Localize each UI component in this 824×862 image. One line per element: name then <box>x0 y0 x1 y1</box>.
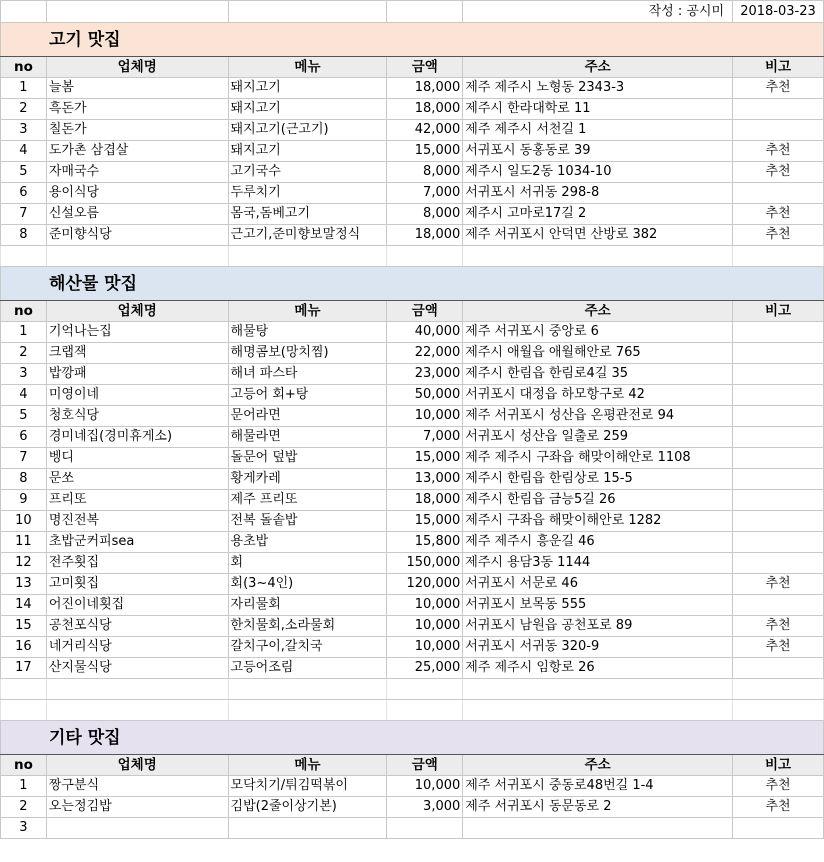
cell-note[interactable]: 추천 <box>733 78 824 99</box>
column-header-address[interactable]: 주소 <box>463 301 733 322</box>
cell-note[interactable] <box>733 99 824 120</box>
cell-name[interactable]: 늘봄 <box>46 78 228 99</box>
cell-note[interactable]: 추천 <box>733 204 824 225</box>
cell-no[interactable]: 4 <box>1 385 47 406</box>
section-header <box>1 267 824 301</box>
empty-cell[interactable] <box>733 246 824 267</box>
empty-cell[interactable] <box>228 679 387 700</box>
table-row <box>1 490 824 511</box>
table-row <box>1 595 824 616</box>
table-row <box>1 532 824 553</box>
cell-no[interactable]: 6 <box>1 183 47 204</box>
cell-address[interactable]: 서귀포시 대정읍 하모항구로 42 <box>463 385 733 406</box>
cell-price[interactable]: 10,000 <box>387 616 463 637</box>
column-header-row <box>1 755 824 776</box>
table-row <box>1 322 824 343</box>
cell-price[interactable]: 15,000 <box>387 141 463 162</box>
cell-note[interactable]: 추천 <box>733 141 824 162</box>
cell-address[interactable]: 서귀포시 서귀동 298-8 <box>463 183 733 204</box>
empty-cell[interactable] <box>463 700 733 721</box>
empty-cell[interactable] <box>46 679 228 700</box>
cell-name[interactable]: 도가촌 삼겹살 <box>46 141 228 162</box>
empty-cell[interactable] <box>228 700 387 721</box>
cell-menu[interactable]: 모닥치기/튀김떡볶이 <box>228 776 387 797</box>
cell-name[interactable]: 명진전복 <box>46 511 228 532</box>
column-header-no[interactable]: no <box>1 301 47 322</box>
cell-name[interactable]: 경미네집(경미휴게소) <box>46 427 228 448</box>
cell-address[interactable]: 서귀포시 보목동 555 <box>463 595 733 616</box>
cell-price[interactable]: 7,000 <box>387 183 463 204</box>
cell-no[interactable]: 3 <box>1 364 47 385</box>
empty-cell[interactable] <box>46 246 228 267</box>
empty-cell[interactable] <box>387 246 463 267</box>
cell-address[interactable]: 제주 서귀포시 중동로48번길 1-4 <box>463 776 733 797</box>
cell-price[interactable] <box>387 818 463 839</box>
cell-no[interactable]: 2 <box>1 343 47 364</box>
table-row <box>1 658 824 679</box>
cell-note[interactable]: 추천 <box>733 574 824 595</box>
cell-price[interactable]: 18,000 <box>387 490 463 511</box>
cell-name[interactable]: 칠돈가 <box>46 120 228 141</box>
cell-note[interactable] <box>733 553 824 574</box>
cell-name[interactable]: 어진이네횟집 <box>46 595 228 616</box>
cell-address[interactable]: 제주 제주시 구좌읍 해맞이해안로 1108 <box>463 448 733 469</box>
cell-price[interactable]: 10,000 <box>387 637 463 658</box>
cell-price[interactable]: 15,800 <box>387 532 463 553</box>
section-title[interactable]: 고기 맛집 <box>1 23 824 57</box>
table-row <box>1 776 824 797</box>
cell-menu[interactable]: 고기국수 <box>228 162 387 183</box>
empty-row <box>1 246 824 267</box>
cell-no[interactable]: 5 <box>1 162 47 183</box>
column-header-price[interactable]: 금액 <box>387 57 463 78</box>
cell-name[interactable]: 준미향식당 <box>46 225 228 246</box>
cell-address[interactable]: 제주 서귀포시 중앙로 6 <box>463 322 733 343</box>
table-row <box>1 818 824 839</box>
cell-name[interactable]: 전주횟집 <box>46 553 228 574</box>
column-header-note[interactable]: 비고 <box>733 301 824 322</box>
cell-note[interactable] <box>733 595 824 616</box>
cell-note[interactable] <box>733 343 824 364</box>
cell-price[interactable]: 3,000 <box>387 797 463 818</box>
cell-price[interactable]: 13,000 <box>387 469 463 490</box>
cell-address[interactable]: 제주시 한림읍 금능5길 26 <box>463 490 733 511</box>
cell-name[interactable]: 신설오름 <box>46 204 228 225</box>
cell-address[interactable]: 서귀포시 동홍동로 39 <box>463 141 733 162</box>
empty-cell[interactable] <box>1 246 47 267</box>
cell-price[interactable]: 18,000 <box>387 99 463 120</box>
cell-name[interactable]: 청호식당 <box>46 406 228 427</box>
cell-address[interactable]: 제주 서귀포시 안덕면 산방로 382 <box>463 225 733 246</box>
cell-address[interactable]: 제주 제주시 흥운길 46 <box>463 532 733 553</box>
cell-menu[interactable]: 고등어조림 <box>228 658 387 679</box>
cell-note[interactable] <box>733 385 824 406</box>
cell-menu[interactable] <box>228 818 387 839</box>
cell-note[interactable] <box>733 469 824 490</box>
column-header-name[interactable]: 업체명 <box>46 755 228 776</box>
cell-price[interactable]: 150,000 <box>387 553 463 574</box>
empty-row <box>1 700 824 721</box>
cell-menu[interactable]: 문어라면 <box>228 406 387 427</box>
table-row <box>1 141 824 162</box>
column-header-row <box>1 57 824 78</box>
cell-note[interactable]: 추천 <box>733 797 824 818</box>
table-row <box>1 78 824 99</box>
empty-cell[interactable] <box>1 679 47 700</box>
cell-no[interactable]: 10 <box>1 511 47 532</box>
cell-no[interactable]: 12 <box>1 553 47 574</box>
table-row <box>1 162 824 183</box>
column-header-address[interactable]: 주소 <box>463 57 733 78</box>
cell-menu[interactable]: 자리물회 <box>228 595 387 616</box>
column-header-row <box>1 301 824 322</box>
table-row <box>1 385 824 406</box>
cell-price[interactable]: 10,000 <box>387 406 463 427</box>
table-row <box>1 364 824 385</box>
cell-name[interactable]: 밥깡패 <box>46 364 228 385</box>
table-row <box>1 448 824 469</box>
table-row <box>1 204 824 225</box>
cell-menu[interactable]: 해녀 파스타 <box>228 364 387 385</box>
cell-name[interactable]: 문쏘 <box>46 469 228 490</box>
cell-menu[interactable]: 용초밥 <box>228 532 387 553</box>
cell-no[interactable]: 3 <box>1 818 47 839</box>
cell-address[interactable] <box>463 818 733 839</box>
cell-no[interactable]: 7 <box>1 448 47 469</box>
cell-menu[interactable]: 몸국,돔베고기 <box>228 204 387 225</box>
cell-note[interactable] <box>733 120 824 141</box>
cell-address[interactable]: 서귀포시 성산읍 일출로 259 <box>463 427 733 448</box>
cell-note[interactable]: 추천 <box>733 776 824 797</box>
table-row <box>1 120 824 141</box>
cell-note[interactable] <box>733 511 824 532</box>
table-row <box>1 553 824 574</box>
cell-name[interactable]: 크랩잭 <box>46 343 228 364</box>
cell-note[interactable]: 추천 <box>733 162 824 183</box>
cell-no[interactable]: 14 <box>1 595 47 616</box>
empty-cell[interactable] <box>733 700 824 721</box>
cell-address[interactable]: 제주 제주시 노형동 2343-3 <box>463 78 733 99</box>
cell-price[interactable]: 50,000 <box>387 385 463 406</box>
cell-name[interactable]: 흑돈가 <box>46 99 228 120</box>
cell-no[interactable]: 2 <box>1 99 47 120</box>
cell-price[interactable]: 25,000 <box>387 658 463 679</box>
cell-price[interactable]: 120,000 <box>387 574 463 595</box>
cell-menu[interactable]: 갈치구이,갈치국 <box>228 637 387 658</box>
cell-note[interactable] <box>733 364 824 385</box>
table-row <box>1 183 824 204</box>
column-header-note[interactable]: 비고 <box>733 57 824 78</box>
empty-cell[interactable] <box>46 700 228 721</box>
column-header-name[interactable]: 업체명 <box>46 57 228 78</box>
cell-name[interactable]: 자매국수 <box>46 162 228 183</box>
cell-menu[interactable]: 돼지고기 <box>228 141 387 162</box>
column-header-menu[interactable]: 메뉴 <box>228 57 387 78</box>
cell-address[interactable]: 제주시 한림읍 한림상로 15-5 <box>463 469 733 490</box>
cell-menu[interactable]: 김밥(2줄이상기본) <box>228 797 387 818</box>
cell-menu[interactable]: 해물탕 <box>228 322 387 343</box>
section-header <box>1 721 824 755</box>
cell-address[interactable]: 제주시 구좌읍 해맞이해안로 1282 <box>463 511 733 532</box>
cell-address[interactable]: 제주시 용담3동 1144 <box>463 553 733 574</box>
cell-name[interactable]: 짱구분식 <box>46 776 228 797</box>
cell-no[interactable]: 15 <box>1 616 47 637</box>
cell-name[interactable]: 벵디 <box>46 448 228 469</box>
table-row <box>1 469 824 490</box>
table-row <box>1 343 824 364</box>
cell-no[interactable]: 13 <box>1 574 47 595</box>
empty-cell[interactable] <box>387 679 463 700</box>
cell-address[interactable]: 제주시 고마로17길 2 <box>463 204 733 225</box>
table-row <box>1 225 824 246</box>
section-header <box>1 23 824 57</box>
section-title[interactable]: 기타 맛집 <box>1 721 824 755</box>
cell-price[interactable]: 42,000 <box>387 120 463 141</box>
cell-no[interactable]: 8 <box>1 469 47 490</box>
cell-name[interactable] <box>46 818 228 839</box>
empty-row <box>1 679 824 700</box>
column-header-menu[interactable]: 메뉴 <box>228 755 387 776</box>
cell-name[interactable]: 프리또 <box>46 490 228 511</box>
cell-no[interactable]: 6 <box>1 427 47 448</box>
author-row <box>1 1 824 23</box>
column-header-no[interactable]: no <box>1 57 47 78</box>
cell-address[interactable]: 제주시 일도2동 1034-10 <box>463 162 733 183</box>
cell-menu[interactable]: 해명콤보(망치찜) <box>228 343 387 364</box>
cell-menu[interactable]: 한치물회,소라물회 <box>228 616 387 637</box>
cell-price[interactable]: 15,000 <box>387 448 463 469</box>
cell-menu[interactable]: 황게카레 <box>228 469 387 490</box>
cell-name[interactable]: 기억나는집 <box>46 322 228 343</box>
cell-no[interactable]: 4 <box>1 141 47 162</box>
cell-note[interactable] <box>733 406 824 427</box>
cell-address[interactable]: 서귀포시 남원읍 공천포로 89 <box>463 616 733 637</box>
cell-price[interactable]: 7,000 <box>387 427 463 448</box>
empty-cell[interactable] <box>1 700 47 721</box>
cell-menu[interactable]: 두루치기 <box>228 183 387 204</box>
cell-price[interactable]: 18,000 <box>387 78 463 99</box>
column-header-note[interactable]: 비고 <box>733 755 824 776</box>
cell-price[interactable]: 18,000 <box>387 225 463 246</box>
cell-menu[interactable]: 해물라면 <box>228 427 387 448</box>
cell-note[interactable]: 추천 <box>733 616 824 637</box>
empty-cell[interactable] <box>387 700 463 721</box>
cell-note[interactable] <box>733 183 824 204</box>
cell-name[interactable]: 오는정김밥 <box>46 797 228 818</box>
table-row <box>1 511 824 532</box>
cell-no[interactable]: 1 <box>1 776 47 797</box>
cell-price[interactable]: 15,000 <box>387 511 463 532</box>
cell-no[interactable]: 1 <box>1 322 47 343</box>
cell-menu[interactable]: 돌문어 덮밥 <box>228 448 387 469</box>
column-header-name[interactable]: 업체명 <box>46 301 228 322</box>
cell-address[interactable]: 제주시 한라대학로 11 <box>463 99 733 120</box>
cell-name[interactable]: 네거리식당 <box>46 637 228 658</box>
cell-no[interactable]: 17 <box>1 658 47 679</box>
cell-menu[interactable]: 돼지고기 <box>228 99 387 120</box>
cell-price[interactable]: 8,000 <box>387 162 463 183</box>
cell-menu[interactable]: 전복 돌솥밥 <box>228 511 387 532</box>
cell-menu[interactable]: 회 <box>228 553 387 574</box>
cell-no[interactable]: 9 <box>1 490 47 511</box>
cell-address[interactable]: 서귀포시 서귀동 320-9 <box>463 637 733 658</box>
column-header-menu[interactable]: 메뉴 <box>228 301 387 322</box>
column-header-no[interactable]: no <box>1 755 47 776</box>
cell-note[interactable] <box>733 818 824 839</box>
table-row <box>1 99 824 120</box>
cell-price[interactable]: 23,000 <box>387 364 463 385</box>
author-label[interactable]: 작성 : 공시미 <box>463 1 733 23</box>
cell-no[interactable]: 11 <box>1 532 47 553</box>
cell-price[interactable]: 10,000 <box>387 776 463 797</box>
cell-note[interactable] <box>733 532 824 553</box>
cell-price[interactable]: 10,000 <box>387 595 463 616</box>
cell-note[interactable] <box>733 490 824 511</box>
cell-price[interactable]: 8,000 <box>387 204 463 225</box>
column-header-address[interactable]: 주소 <box>463 755 733 776</box>
table-row <box>1 637 824 658</box>
cell-name[interactable]: 산지물식당 <box>46 658 228 679</box>
cell-no[interactable]: 3 <box>1 120 47 141</box>
empty-cell[interactable] <box>733 679 824 700</box>
table-row <box>1 616 824 637</box>
cell-address[interactable]: 제주 서귀포시 동문동로 2 <box>463 797 733 818</box>
cell-no[interactable]: 7 <box>1 204 47 225</box>
cell-menu[interactable]: 돼지고기(근고기) <box>228 120 387 141</box>
cell-note[interactable] <box>733 448 824 469</box>
cell-address[interactable]: 제주 제주시 서천길 1 <box>463 120 733 141</box>
cell-menu[interactable]: 고등어 회+탕 <box>228 385 387 406</box>
cell-note[interactable] <box>733 427 824 448</box>
empty-cell[interactable] <box>463 679 733 700</box>
cell-price[interactable]: 40,000 <box>387 322 463 343</box>
cell-address[interactable]: 제주시 한림읍 한림로4길 35 <box>463 364 733 385</box>
table-row <box>1 574 824 595</box>
empty-cell[interactable] <box>463 246 733 267</box>
cell-name[interactable]: 용이식당 <box>46 183 228 204</box>
cell-address[interactable]: 제주 제주시 임항로 26 <box>463 658 733 679</box>
table-row <box>1 797 824 818</box>
cell-address[interactable]: 제주시 애월읍 애월해안로 765 <box>463 343 733 364</box>
cell-no[interactable]: 5 <box>1 406 47 427</box>
cell-price[interactable]: 22,000 <box>387 343 463 364</box>
cell-menu[interactable]: 제주 프리또 <box>228 490 387 511</box>
cell-menu[interactable]: 근고기,준미향보말정식 <box>228 225 387 246</box>
cell-name[interactable]: 초밥군커피sea <box>46 532 228 553</box>
cell-name[interactable]: 미영이네 <box>46 385 228 406</box>
date-cell[interactable]: 2018-03-23 <box>733 1 824 23</box>
cell-menu[interactable]: 돼지고기 <box>228 78 387 99</box>
cell-no[interactable]: 1 <box>1 78 47 99</box>
section-title[interactable]: 해산물 맛집 <box>1 267 824 301</box>
cell-no[interactable]: 8 <box>1 225 47 246</box>
cell-address[interactable]: 서귀포시 서문로 46 <box>463 574 733 595</box>
empty-cell[interactable] <box>228 246 387 267</box>
column-header-price[interactable]: 금액 <box>387 755 463 776</box>
cell-note[interactable]: 추천 <box>733 225 824 246</box>
column-header-price[interactable]: 금액 <box>387 301 463 322</box>
cell-name[interactable]: 공천포식당 <box>46 616 228 637</box>
cell-address[interactable]: 제주 서귀포시 성산읍 온평관전로 94 <box>463 406 733 427</box>
cell-note[interactable] <box>733 658 824 679</box>
cell-note[interactable]: 추천 <box>733 637 824 658</box>
table-row <box>1 406 824 427</box>
cell-menu[interactable]: 회(3~4인) <box>228 574 387 595</box>
cell-note[interactable] <box>733 322 824 343</box>
cell-no[interactable]: 16 <box>1 637 47 658</box>
cell-name[interactable]: 고미횟집 <box>46 574 228 595</box>
cell-no[interactable]: 2 <box>1 797 47 818</box>
table-row <box>1 427 824 448</box>
